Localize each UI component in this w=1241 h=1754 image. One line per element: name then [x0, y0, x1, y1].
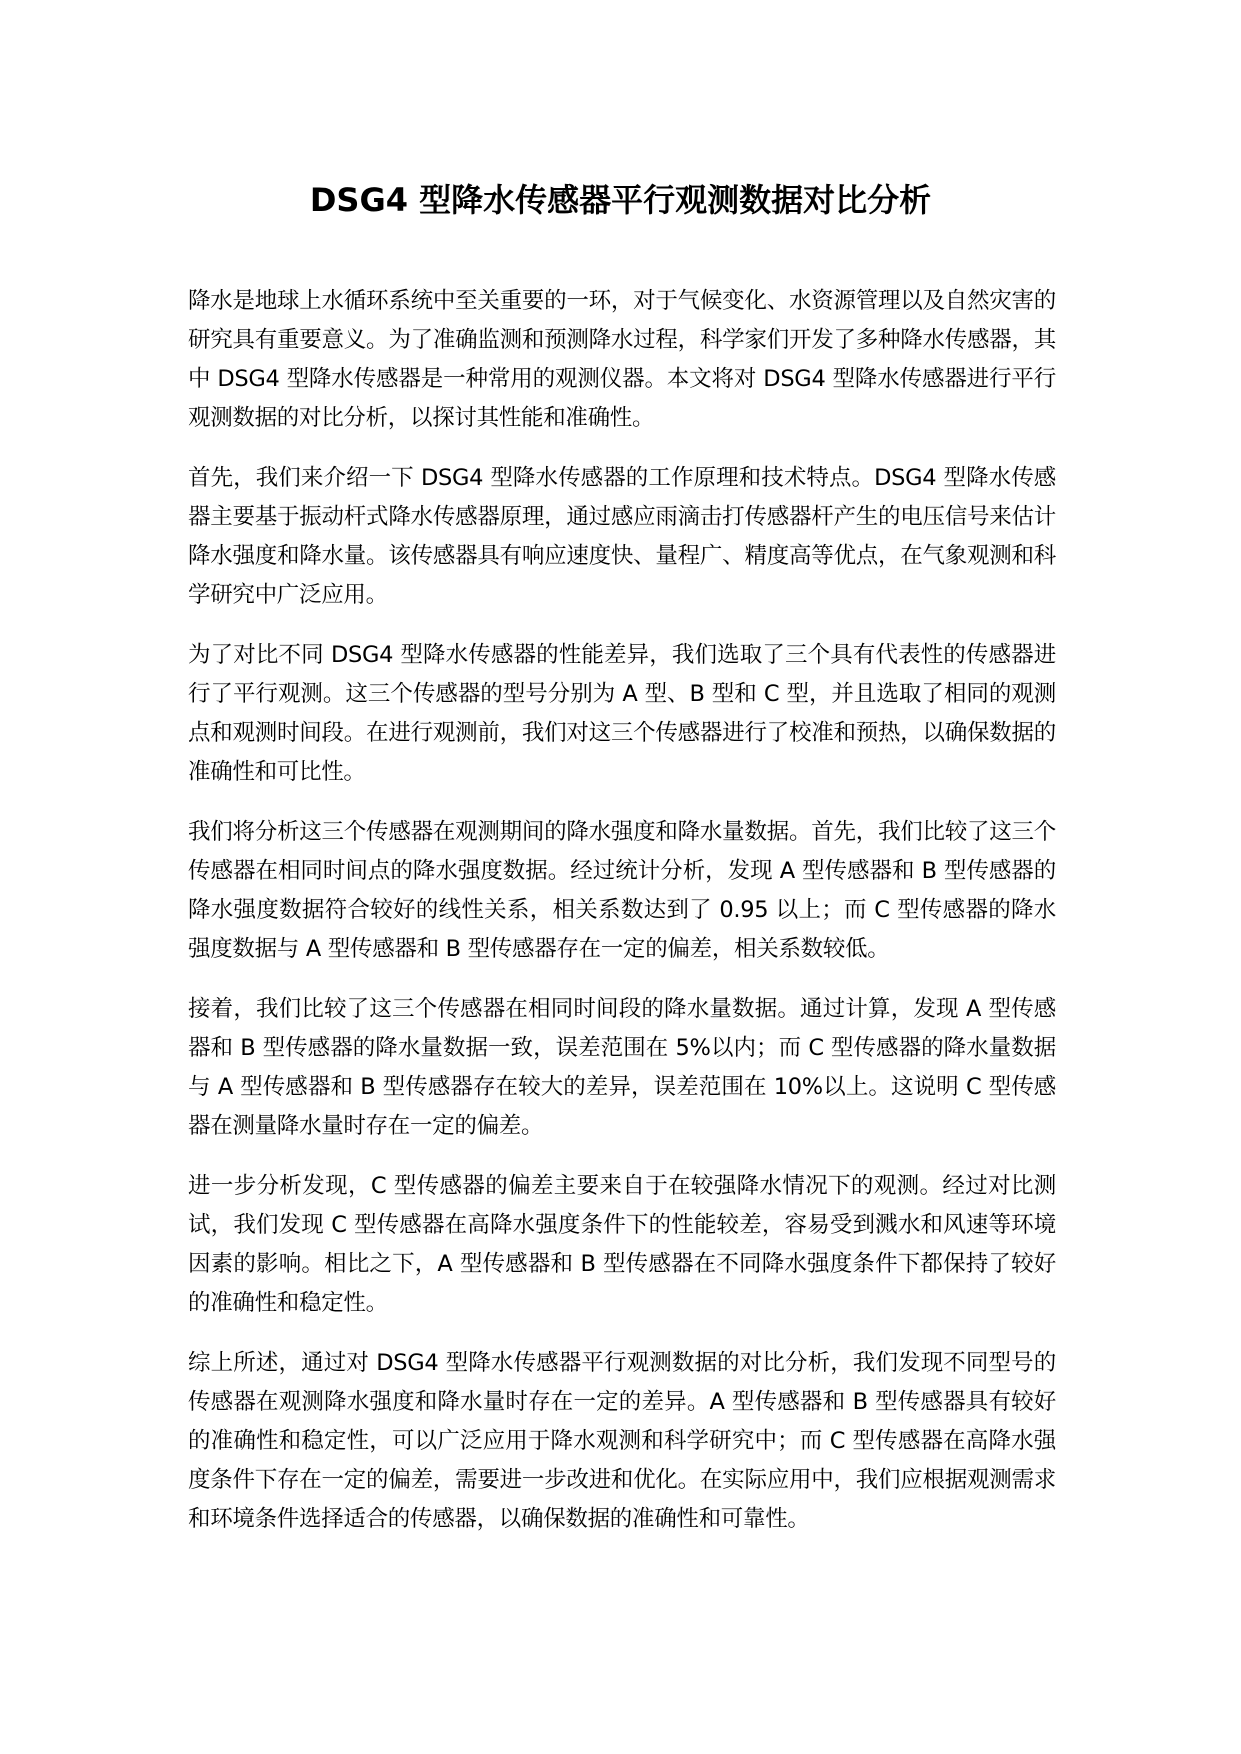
paragraph-principle: 首先，我们来介绍一下 DSG4 型降水传感器的工作原理和技术特点。DSG4 型降水传感器主要基于振动杆式降水传感器原理，通过感应雨滴击打传感器杆产生的电压信号来估计降水强度和降水量。该传感器具有响应速度快、量程广、精度高等优点，在气象观测和科学研究中广泛应用。 [188, 465, 1056, 608]
paragraph-analysis: 进一步分析发现，C 型传感器的偏差主要来自于在较强降水情况下的观测。经过对比测试，我们发现 C 型传感器在高降水强度条件下的性能较差，容易受到溅水和风速等环境因素的影响。相比之下，A 型传感器和 B 型传感器在不同降水强度条件下都保持了较好的准确性和稳定性。 [188, 1173, 1056, 1316]
paragraph-amount: 接着，我们比较了这三个传感器在相同时间段的降水量数据。通过计算，发现 A 型传感器和 B 型传感器的降水量数据一致，误差范围在 5%以内；而 C 型传感器的降水量数据与 A 型传感器和 B 型传感器存在较大的差异，误差范围在 10%以上。这说明 C 型传感器在测量降水量时存在一定的偏差。 [188, 996, 1056, 1139]
paragraph-setup: 为了对比不同 DSG4 型降水传感器的性能差异，我们选取了三个具有代表性的传感器进行了平行观测。这三个传感器的型号分别为 A 型、B 型和 C 型，并且选取了相同的观测点和观测时间段。在进行观测前，我们对这三个传感器进行了校准和预热，以确保数据的准确性和可比性。 [188, 642, 1056, 785]
document-body [188, 282, 1056, 1560]
document-title: DSG4 型降水传感器平行观测数据对比分析 [309, 181, 932, 219]
paragraph-intro: 降水是地球上水循环系统中至关重要的一环，对于气候变化、水资源管理以及自然灾害的研究具有重要意义。为了准确监测和预测降水过程，科学家们开发了多种降水传感器，其中 DSG4 型降水传感器是一种常用的观测仪器。本文将对 DSG4 型降水传感器进行平行观测数据的对比分析，以探讨其性能和准确性。 [188, 288, 1056, 431]
paragraph-conclusion: 综上所述，通过对 DSG4 型降水传感器平行观测数据的对比分析，我们发现不同型号的传感器在观测降水强度和降水量时存在一定的差异。A 型传感器和 B 型传感器具有较好的准确性和稳定性，可以广泛应用于降水观测和科学研究中；而 C 型传感器在高降水强度条件下存在一定的偏差，需要进一步改进和优化。在实际应用中，我们应根据观测需求和环境条件选择适合的传感器，以确保数据的准确性和可靠性。 [188, 1350, 1056, 1532]
paragraph-intensity: 我们将分析这三个传感器在观测期间的降水强度和降水量数据。首先，我们比较了这三个传感器在相同时间点的降水强度数据。经过统计分析，发现 A 型传感器和 B 型传感器的降水强度数据符合较好的线性关系，相关系数达到了 0.95 以上；而 C 型传感器的降水强度数据与 A 型传感器和 B 型传感器存在一定的偏差，相关系数较低。 [188, 819, 1056, 962]
